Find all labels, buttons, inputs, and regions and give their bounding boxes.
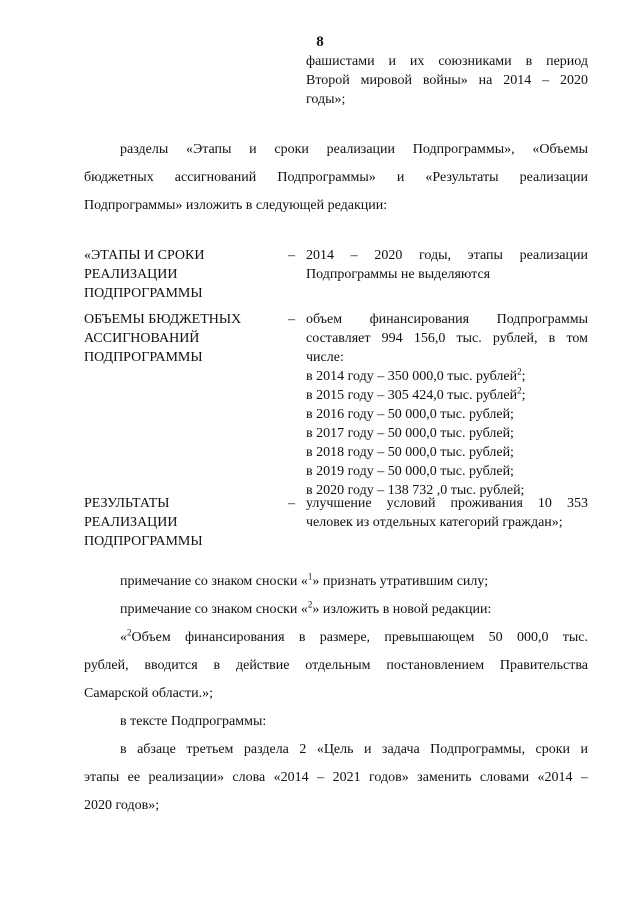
year-line-2014: в 2014 году – 350 000,0 тыс. рублей$^2$; xyxy=(306,366,526,384)
quote-line: рублей, вводится в действие отдельным постановлением Правительства xyxy=(84,658,588,673)
page-number: 8 xyxy=(316,34,324,50)
continuation-line: фашистами и их союзниками в период xyxy=(306,54,588,69)
note2-line: примечание со знаком сноски «$^2$» изложить в новой редакции: xyxy=(120,599,492,617)
abz-line: в абзаце третьем раздела 2 «Цель и задача Подпрограммы, сроки и xyxy=(120,742,588,757)
label-line: «ЭТАПЫ И СРОКИ xyxy=(84,248,205,263)
year-line-2017: в 2017 году – 50 000,0 тыс. рублей; xyxy=(306,426,514,441)
row-value xyxy=(306,310,588,500)
continuation-line: годы»; xyxy=(306,92,346,107)
abz-line: этапы ее реализации» слова «2014 – 2021 годов» заменить словами «2014 – xyxy=(84,770,588,785)
value-line: 2014 – 2020 годы, этапы реализации xyxy=(306,248,588,263)
year-line-2015: в 2015 году – 305 424,0 тыс. рублей$^2$; xyxy=(306,385,526,403)
value-line: улучшение условий проживания 10 353 xyxy=(306,496,588,511)
year-line-2016: в 2016 году – 50 000,0 тыс. рублей; xyxy=(306,407,514,422)
value-line: числе: xyxy=(306,350,344,365)
quote-line: Самарской области.»; xyxy=(84,686,214,701)
label-line: ПОДПРОГРАММЫ xyxy=(84,534,203,549)
note1-line: примечание со знаком сноски «$^1$» признать утратившим силу; xyxy=(120,571,489,589)
value-line: Подпрограммы не выделяются xyxy=(306,267,491,282)
label-line: АССИГНОВАНИЙ xyxy=(84,331,200,346)
row-value xyxy=(306,494,588,532)
label-line: ПОДПРОГРАММЫ xyxy=(84,286,203,301)
value-line: человек из отдельных категорий граждан»; xyxy=(306,515,563,530)
quote-line: «$^2$Объем финансирования в размере, превышающем 50 000,0 тыс. xyxy=(120,627,588,645)
continuation-line: Второй мировой войны» на 2014 – 2020 xyxy=(306,73,588,88)
intro-line: Подпрограммы» изложить в следующей редакции: xyxy=(84,198,388,213)
label-line: РЕАЛИЗАЦИИ xyxy=(84,267,178,282)
value-line: составляет 994 156,0 тыс. рублей, в том xyxy=(306,331,588,346)
row-label xyxy=(84,494,254,551)
intro-line: разделы «Этапы и сроки реализации Подпрограммы», «Объемы xyxy=(120,142,588,157)
year-line-2018: в 2018 году – 50 000,0 тыс. рублей; xyxy=(306,445,514,460)
intro-paragraph xyxy=(84,136,588,220)
row-value xyxy=(306,246,588,284)
value-line: объем финансирования Подпрограммы xyxy=(306,312,588,327)
label-line: РЕАЛИЗАЦИИ xyxy=(84,515,178,530)
label-line: РЕЗУЛЬТАТЫ xyxy=(84,496,170,511)
label-line: ПОДПРОГРАММЫ xyxy=(84,350,203,365)
row-dash: – xyxy=(288,312,295,327)
text-in-line: в тексте Подпрограммы: xyxy=(120,714,267,729)
continuation-text xyxy=(306,52,588,109)
row-label xyxy=(84,310,254,367)
row-dash: – xyxy=(288,496,295,511)
amendments-text xyxy=(84,568,588,820)
row-label xyxy=(84,246,254,303)
year-line-2020: в 2020 году – 138 732 ,0 тыс. рублей; xyxy=(306,483,525,498)
intro-line: бюджетных ассигнований Подпрограммы» и «Результаты реализации xyxy=(84,170,588,185)
row-dash: – xyxy=(288,248,295,263)
label-line: ОБЪЕМЫ БЮДЖЕТНЫХ xyxy=(84,312,242,327)
abz-line: 2020 годов»; xyxy=(84,798,160,813)
year-line-2019: в 2019 году – 50 000,0 тыс. рублей; xyxy=(306,464,514,479)
